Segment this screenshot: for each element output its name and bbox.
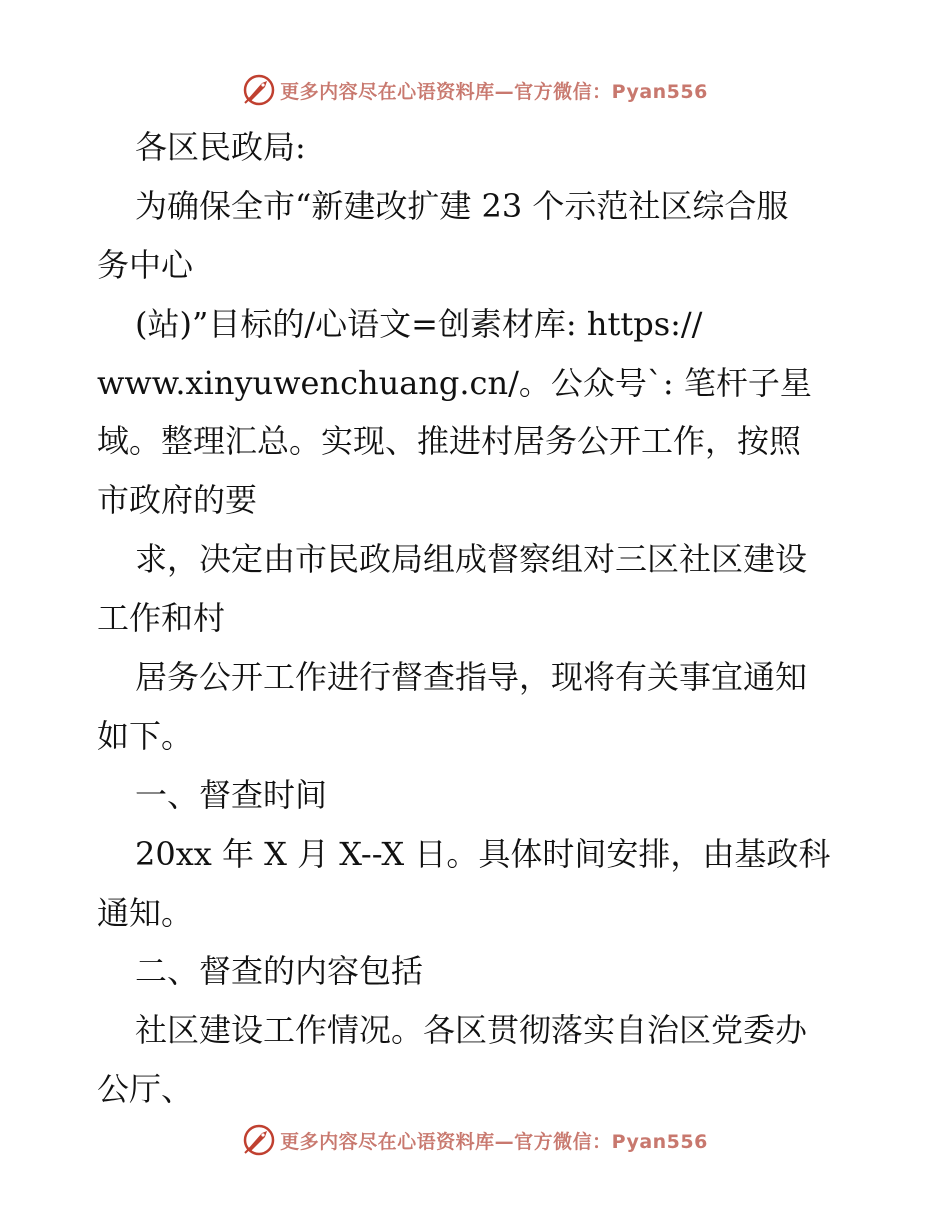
doc-line: 域。整理汇总。实现、推进村居务公开工作，按照	[97, 422, 802, 460]
doc-line: 务中心	[97, 246, 194, 284]
watermark-wechat-label: 官方微信：	[514, 1130, 612, 1153]
watermark-text: 更多内容尽在心语资料库	[280, 1130, 495, 1153]
watermark-separator: —	[494, 1130, 515, 1153]
doc-line: www.xinyuwenchuang.cn/。公众号`: 笔杆子星	[97, 364, 812, 402]
doc-line: 市政府的要	[97, 481, 258, 519]
watermark-text: 更多内容尽在心语资料库	[280, 80, 495, 103]
pen-nib-logo-icon	[242, 1123, 276, 1157]
footer-watermark	[0, 1120, 950, 1160]
doc-line: 求，决定由市民政局组成督察组对三区社区建设	[135, 540, 808, 578]
doc-line: 20xx 年 X 月 X--X 日。具体时间安排，由基政科	[135, 835, 831, 873]
watermark-wechat-label: 官方微信：	[514, 80, 612, 103]
doc-line: 工作和村	[97, 599, 226, 637]
header-watermark	[0, 70, 950, 110]
watermark-wechat-id: Pyan556	[611, 1130, 708, 1153]
watermark-wechat-id: Pyan556	[611, 80, 708, 103]
doc-line: 为确保全市“新建改扩建 23 个示范社区综合服	[135, 187, 789, 225]
doc-line: 社区建设工作情况。各区贯彻落实自治区党委办	[135, 1011, 808, 1049]
doc-line: 如下。	[97, 717, 194, 755]
watermark-separator: —	[494, 80, 515, 103]
doc-line-salutation: 各区民政局:	[135, 128, 306, 166]
section-heading-content: 二、督查的内容包括	[135, 952, 424, 990]
doc-line: 通知。	[97, 894, 194, 932]
section-heading-time: 一、督查时间	[135, 776, 328, 814]
doc-line: 居务公开工作进行督查指导，现将有关事宜通知	[135, 658, 808, 696]
pen-nib-logo-icon	[242, 73, 276, 107]
doc-line: 公厅、	[97, 1070, 194, 1108]
doc-line: (站)”目标的/心语文=创素材库: https://	[135, 305, 703, 343]
